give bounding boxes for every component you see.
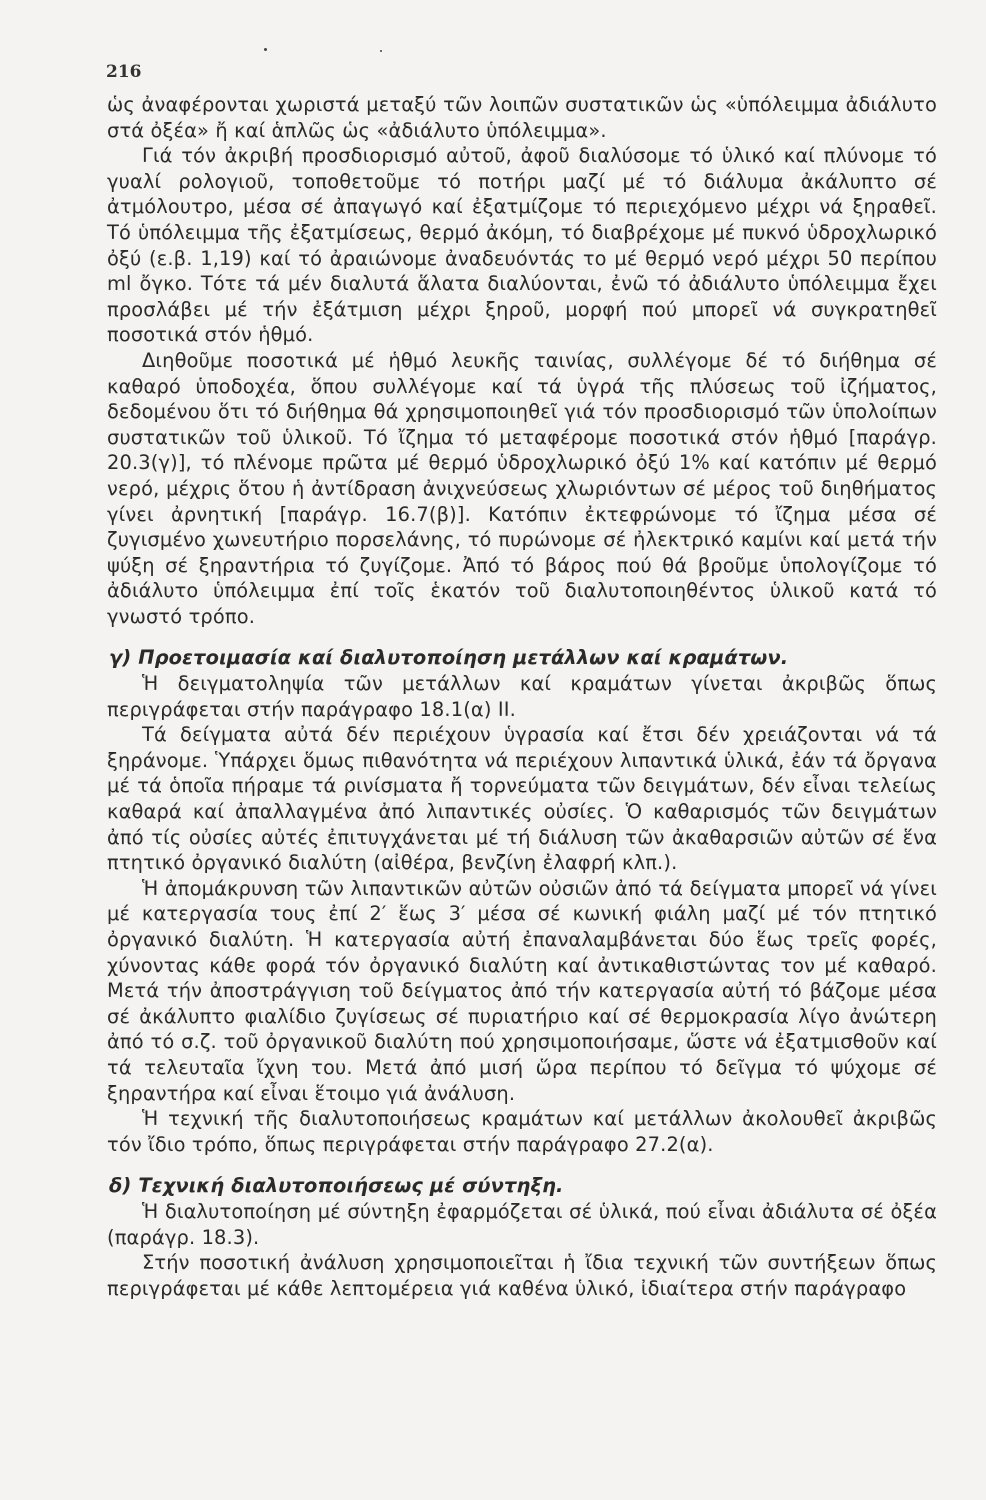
scan-speck bbox=[264, 48, 267, 51]
body-text bbox=[107, 92, 937, 1301]
paragraph: Ἡ τεχνική τῆς διαλυτοποιήσεως κραμάτων καί μετάλλων ἀκολουθεῖ ἀκριβῶς τόν ἴδιο τρόπο, ὅπως περιγράφεται στήν παράγραφο 27.2(α). bbox=[107, 1107, 937, 1156]
section-heading-d: δ) Τεχνική διαλυτοποιήσεως μέ σύντηξη. bbox=[109, 1174, 564, 1198]
paragraph: Διηθοῦμε ποσοτικά μέ ἡθμό λευκῆς ταινίας, συλλέγομε δέ τό διήθημα σέ καθαρό ὑποδοχέα, ὅπου συλλέγομε καί τά ὑγρά τῆς πλύσεως τοῦ ἰζήματος, δεδομένου ὅτι τό διήθημα θά χρησιμοποιηθεῖ γιά τόν προσδιορισμό τῶν ὑπολοίπων συστατικῶν τοῦ ὑλικοῦ. Τό ἴζημα τό μεταφέρομε ποσοτικά στόν ἡθμό [παράγρ. 20.3(γ)], τό πλένομε πρῶτα μέ θερμό ὑδροχλωρικό ὀξύ 1% καί κατόπιν μέ θερμό νερό, μέχρις ὅτου ἡ ἀντίδραση ἀνιχνεύσεως χλωριόντων σέ μέρος τοῦ διηθήματος γίνει ἀρνητική [παράγρ. 16.7(β)]. Κατόπιν ἐκτεφρώνομε τό ἴζημα μέσα σέ ζυγισμένο χωνευτήριο πορσελάνης, τό πυρώνομε σέ ἠλεκτρικό καμίνι καί μετά τήν ψύξη σέ ξηραντήρια τό ζυγίζομε. Ἀπό τό βάρος πού θά βροῦμε ὑπολογίζομε τό ἀδιάλυτο ὑπόλειμμα ἐπί τοῖς ἑκατόν τοῦ διαλυτοποιηθέντος ὑλικοῦ κατά τό γνωστό τρόπο. bbox=[107, 348, 937, 628]
paragraph: ὡς ἀναφέρονται χωριστά μεταξύ τῶν λοιπῶν συστατικῶν ὡς «ὑπόλειμμα ἀδιάλυτο στά ὀξέα» ἤ καί ἁπλῶς ὡς «ἀδιάλυτο ὑπόλειμμα». bbox=[107, 93, 937, 142]
paragraph: Γιά τόν ἀκριβή προσδιορισμό αὐτοῦ, ἀφοῦ διαλύσομε τό ὑλικό καί πλύνομε τό γυαλί ρολογιοῦ, τοποθετοῦμε τό ποτήρι μαζί μέ τό διάλυμα ἀκάλυπτο σέ ἀτμόλουτρο, μέσα σέ ἀπαγωγό καί ἐξατμίζομε τό περιεχόμενο μέχρι νά ξηραθεῖ. Τό ὑπόλειμμα τῆς ἐξατμίσεως, θερμό ἀκόμη, τό διαβρέχομε μέ πυκνό ὑδροχλωρικό ὀξύ (ε.β. 1,19) καί τό ἀραιώνομε ἀναδευόντάς το μέ θερμό νερό μέχρι 50 περίπου ml ὄγκο. Τότε τά μέν διαλυτά ἅλατα διαλύονται, ἐνῶ τό ἀδιάλυτο ὑπόλειμμα ἔχει προσλάβει μέ τήν ἐξάτμιση μέχρι ξηροῦ, μορφή πού μπορεῖ νά συγκρατηθεῖ ποσοτικά στόν ἡθμό. bbox=[107, 144, 937, 347]
paragraph: Ἡ ἀπομάκρυνση τῶν λιπαντικῶν αὐτῶν οὐσιῶν ἀπό τά δείγματα μπορεῖ νά γίνει μέ κατεργασία τους ἐπί 2′ ἕως 3′ μέσα σέ κωνική φιάλη μαζί μέ τόν πτητικό ὀργανικό διαλύτη. Ἡ κατεργασία αὐτή ἐπαναλαμβάνεται δύο ἕως τρεῖς φορές, χύνοντας κάθε φορά τόν ὀργανικό διαλύτη καί ἀντικαθιστώντας τον μέ καθαρό. Μετά τήν ἀποστράγγιση τοῦ δείγματος ἀπό τήν κατεργασία αὐτή τό βάζομε μέσα σέ ἀκάλυπτο φιαλίδιο ζυγίσεως σέ πυριατήριο καί σέ θερμοκρασία λίγο ἀνώτερη ἀπό τό σ.ζ. τοῦ ὀργανικοῦ διαλύτη πού χρησιμοποιήσαμε, ὥστε νά ἐξατμισθοῦν καί τά τελευταῖα ἴχνη του. Μετά ἀπό μισή ὥρα περίπου τό δεῖγμα τό ψύχομε σέ ξηραντήρα καί εἶναι ἕτοιμο γιά ἀνάλυση. bbox=[107, 876, 937, 1105]
paragraph: Τά δείγματα αὐτά δέν περιέχουν ὑγρασία καί ἔτσι δέν χρειάζονται νά τά ξηράνομε. Ὑπάρχει ὅμως πιθανότητα νά περιέχουν λιπαντικά ὑλικά, ἐάν τά ὄργανα μέ τά ὁποῖα πήραμε τά ρινίσματα ἤ τορνεύματα τῶν δειγμάτων, δέν εἶναι τελείως καθαρά καί ἀπαλλαγμένα ἀπό λιπαντικές οὐσίες. Ὁ καθαρισμός τῶν δειγμάτων ἀπό τίς οὐσίες αὐτές ἐπιτυγχάνεται μέ τή διάλυση τῶν ἀκαθαρσιῶν αὐτῶν σέ ἕνα πτητικό ὀργανικό διαλύτη (αἰθέρα, βενζίνη ἐλαφρή κλπ.). bbox=[107, 723, 937, 875]
page-number: 216 bbox=[106, 62, 142, 82]
section-heading-g: γ) Προετοιμασία καί διαλυτοποίηση μετάλλων καί κραμάτων. bbox=[109, 646, 789, 670]
scan-speck bbox=[380, 50, 382, 52]
paragraph: Στήν ποσοτική ἀνάλυση χρησιμοποιεῖται ἡ ἴδια τεχνική τῶν συντήξεων ὅπως περιγράφεται μέ κάθε λεπτομέρεια γιά καθένα ὑλικό, ἰδιαίτερα στήν παράγραφο bbox=[107, 1251, 937, 1300]
paragraph: Ἡ δειγματοληψία τῶν μετάλλων καί κραμάτων γίνεται ἀκριβῶς ὅπως περιγράφεται στήν παράγραφο 18.1(α) ΙΙ. bbox=[107, 672, 937, 721]
paragraph: Ἡ διαλυτοποίηση μέ σύντηξη ἐφαρμόζεται σέ ὑλικά, πού εἶναι ἀδιάλυτα σέ ὀξέα (παράγρ. 18.3). bbox=[107, 1199, 937, 1249]
